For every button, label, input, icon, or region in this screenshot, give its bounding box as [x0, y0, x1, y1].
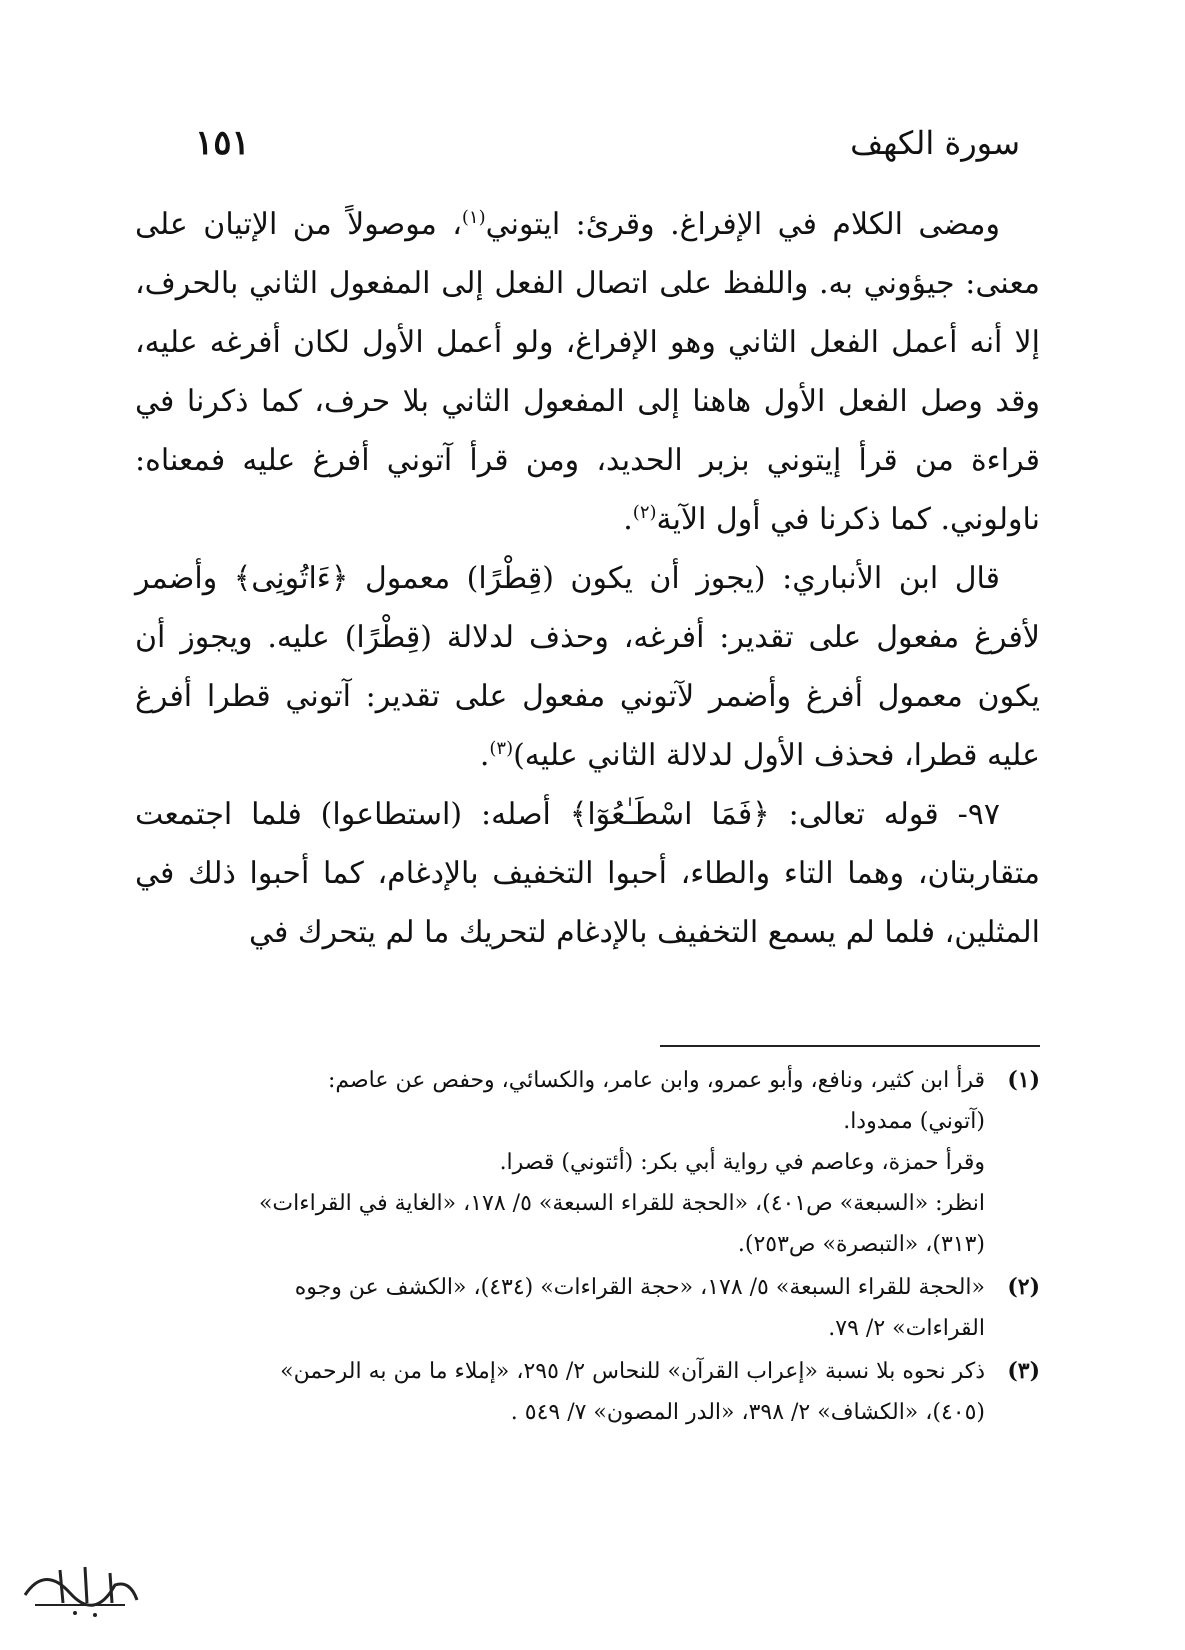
- publisher-logo: [15, 1555, 145, 1625]
- footnote-ref-1: (١): [461, 207, 486, 228]
- footnote-line: (آتوني) ممدودا.: [843, 1109, 985, 1134]
- footnote-3: [130, 1351, 1040, 1433]
- footnote-line: (٣١٣)، «التبصرة» ص٢٥٣).: [737, 1232, 985, 1257]
- main-text: [135, 195, 1040, 962]
- footnote-1: [130, 1060, 1040, 1265]
- footnote-divider: [660, 1045, 1040, 1047]
- footnote-number: (١): [1007, 1067, 1040, 1093]
- footnote-2: [130, 1267, 1040, 1349]
- footnote-ref-3: (٣): [489, 738, 514, 759]
- footnote-line: (٤٠٥)، «الكشاف» ٢/ ٣٩٨، «الدر المصون» ٧/ ٥٤٩ .: [510, 1400, 985, 1425]
- footnotes: [130, 1060, 1040, 1435]
- footnote-line: قرأ ابن كثير، ونافع، وأبو عمرو، وابن عامر، والكسائي، وحفص عن عاصم:: [327, 1068, 985, 1093]
- page-header: [195, 118, 1020, 168]
- paragraph-2: قال ابن الأنباري: (يجوز أن يكون (قِطْرًا) معمول ﴿ءَاتُونِى﴾ وأضمر لأفرغ مفعول على تقدير: أفرغه، وحذف لدلالة (قِطْرًا) عليه. ويجوز أن يكون معمول أفرغ وأضمر لآتوني مفعول على تقدير: آتوني قطرا أفرغ عليه قطرا، فحذف الأول لدلالة الثاني عليه)$^{(٣)}$.: [135, 561, 1040, 773]
- footnote-line: «الحجة للقراء السبعة» ٥/ ١٧٨، «حجة القراءات» (٤٣٤)، «الكشف عن وجوه: [294, 1275, 985, 1300]
- surah-title: سورة الكهف: [850, 124, 1020, 162]
- footnote-number: (٣): [1007, 1358, 1040, 1384]
- footnote-line: انظر: «السبعة» ص٤٠١)، «الحجة للقراء السبعة» ٥/ ١٧٨، «الغاية في القراءات»: [258, 1191, 985, 1216]
- footnote-ref-2: (٢): [632, 502, 657, 523]
- page-number: ١٥١: [195, 123, 250, 163]
- footnote-line: وقرأ حمزة، وعاصم في رواية أبي بكر: (أئتوني) قصرا.: [499, 1150, 985, 1175]
- calligraphy-logo-icon: [15, 1555, 145, 1625]
- paragraph-1: ومضى الكلام في الإفراغ. وقرئ: ايتوني$^{(١)}$، موصولاً من الإتيان على معنى: جيؤوني به. واللفظ على اتصال الفعل إلى المفعول الثاني بالحرف، إلا أنه أعمل الفعل الثاني وهو الإفراغ، ولو أعمل الأول لكان أفرغه عليه، وقد وصل الفعل الأول هاهنا إلى المفعول الثاني بلا حرف، كما ذكرنا في قراءة من قرأ إيتوني بزبر الحديد، ومن قرأ آتوني أفرغ عليه فمعناه: ناولوني. كما ذكرنا في أول الآية$^{(٢)}$.: [135, 207, 1040, 537]
- footnote-line: القراءات» ٢/ ٧٩.: [828, 1316, 985, 1341]
- footnote-number: (٢): [1007, 1274, 1040, 1300]
- footnote-line: ذكر نحوه بلا نسبة «إعراب القرآن» للنحاس ٢/ ٢٩٥، «إملاء ما من به الرحمن»: [280, 1359, 985, 1384]
- paragraph-3: ٩٧- قوله تعالى: ﴿فَمَا اسْطَـٰعُوٓا﴾ أصله: (استطاعوا) فلما اجتمعت متقاربتان، وهما التاء والطاء، أحبوا التخفيف بالإدغام، كما أحبوا ذلك في المثلين، فلما لم يسمع التخفيف بالإدغام لتحريك ما لم يتحرك في: [135, 797, 1040, 950]
